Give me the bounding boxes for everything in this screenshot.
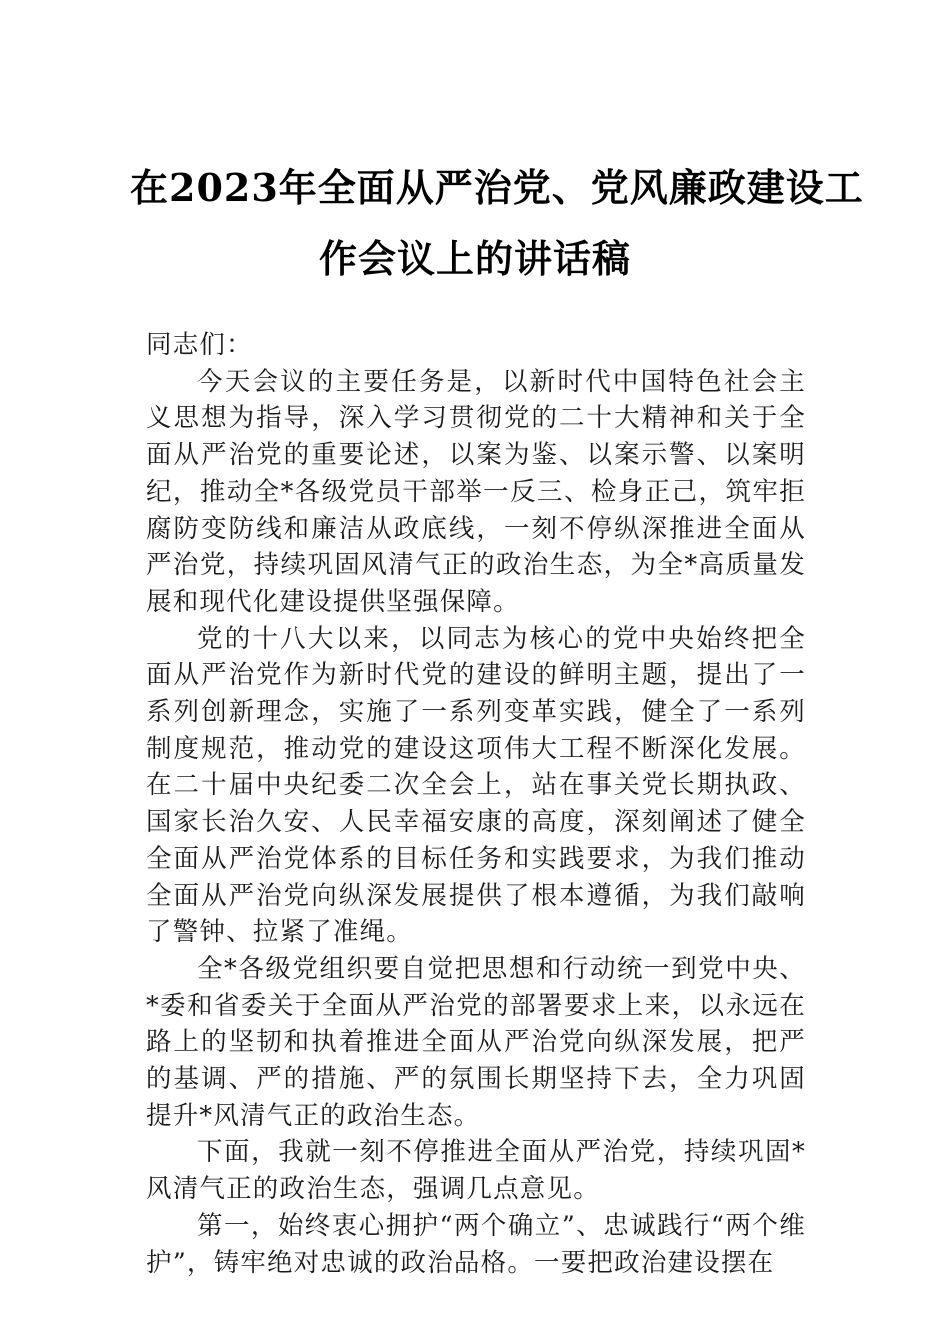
title-line-2: 作会议上的讲话稿 — [318, 236, 631, 281]
paragraph-5: 第一，始终衷心拥护“两个确立”、忠诚践行“两个维护”，铸牢绝对忠诚的政治品格。一要把政治建设摆在 — [146, 1210, 806, 1278]
paragraph-4: 下面，我就一刻不停推进全面从严治党，持续巩固*风清气正的政治生态，强调几点意见。 — [146, 1137, 806, 1205]
document-title — [130, 152, 864, 294]
paragraph-2: 党的十八大以来，以同志为核心的党中央始终把全面从严治党作为新时代党的建设的鲜明主题，提出了一系列创新理念，实施了一系列变革实践，健全了一系列制度规范，推动党的建设这项伟大工程不断深化发展。在二十届中央纪委二次全会上，站在事关党长期执政、国家长治久安、人民幸福安康的高度，深刻阐述了健全全面从严治党体系的目标任务和实践要求，为我们推动全面从严治党向纵深发展提供了根本遵循，为我们敲响了警钟、拉紧了准绳。 — [146, 623, 806, 948]
title-line-1: 在2023年全面从严治党、党风廉政建设工 — [130, 165, 864, 210]
document-body — [146, 327, 806, 1281]
paragraph-1: 今天会议的主要任务是，以新时代中国特色社会主义思想为指导，深入学习贯彻党的二十大精神和关于全面从严治党的重要论述，以案为鉴、以案示警、以案明纪，推动全*各级党员干部举一反三、检身正己，筑牢拒腐防变防线和廉洁从政底线，一刻不停纵深推进全面从严治党，持续巩固风清气正的政治生态，为全*高质量发展和现代化建设提供坚强保障。 — [146, 366, 806, 617]
paragraph-3: 全*各级党组织要自觉把思想和行动统一到党中央、*委和省委关于全面从严治党的部署要求上来，以永远在路上的坚韧和执着推进全面从严治党向纵深发展，把严的基调、严的措施、严的氛围长期坚持下去，全力巩固提升*风清气正的政治生态。 — [146, 953, 806, 1131]
salutation: 同志们： — [146, 330, 253, 360]
